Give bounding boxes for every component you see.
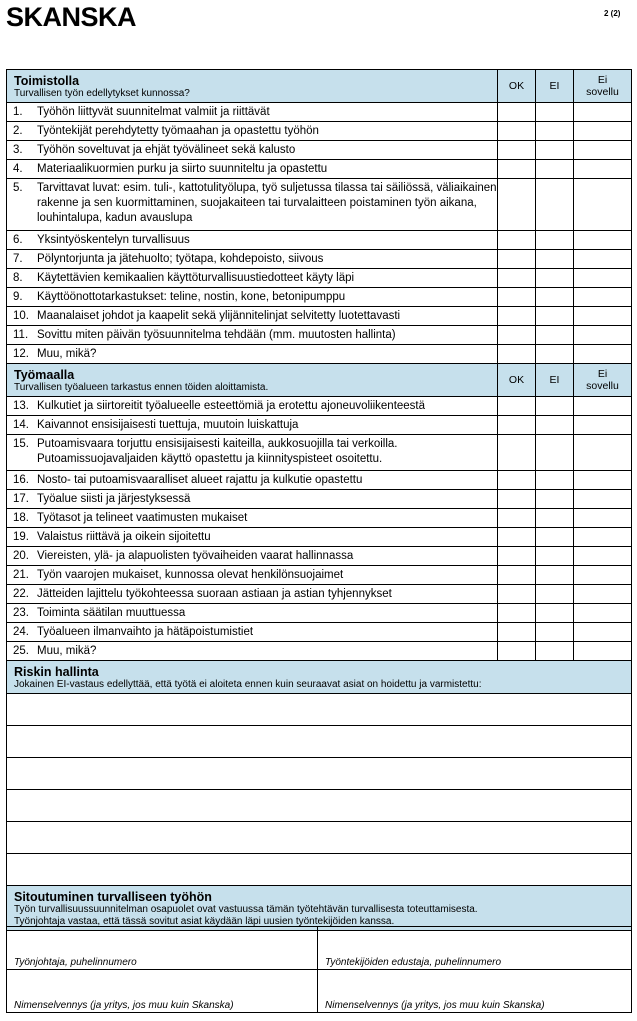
item-text: Sovittu miten päivän työsuunnitelma tehdään (mm. muutosten hallinta) xyxy=(37,329,396,341)
ok-checkbox[interactable] xyxy=(498,250,536,269)
ei-checkbox[interactable] xyxy=(536,528,574,547)
checklist-item xyxy=(7,604,498,623)
checklist-row xyxy=(7,122,632,141)
item-number: 15. xyxy=(13,438,29,450)
checklist-row xyxy=(7,585,632,604)
item-number: 8. xyxy=(13,272,23,284)
item-number: 18. xyxy=(13,512,29,524)
ei-checkbox[interactable] xyxy=(536,471,574,490)
item-text: Kaivannot ensisijaisesti tuettuja, muutoin luiskattuja xyxy=(37,419,299,431)
checklist-item xyxy=(7,307,498,326)
ok-checkbox[interactable] xyxy=(498,122,536,141)
ei-sovellu-checkbox[interactable] xyxy=(574,288,632,307)
ei-checkbox[interactable] xyxy=(536,604,574,623)
checklist-row xyxy=(7,623,632,642)
ei-sovellu-checkbox[interactable] xyxy=(574,307,632,326)
section-subtitle: Turvallisen työn edellytykset kunnossa? xyxy=(14,88,190,99)
ei-sovellu-checkbox[interactable] xyxy=(574,471,632,490)
risk-line[interactable] xyxy=(7,758,632,790)
checklist-item xyxy=(7,435,498,471)
item-text: Käytettävien kemikaalien käyttöturvallisuustiedotteet käyty läpi xyxy=(37,272,355,284)
ei-checkbox[interactable] xyxy=(536,231,574,250)
col-ei-sovellu xyxy=(574,70,632,103)
item-number: 5. xyxy=(13,182,23,194)
ok-checkbox[interactable] xyxy=(498,160,536,179)
checklist-item xyxy=(7,160,498,179)
checklist-row xyxy=(7,345,632,364)
item-number: 11. xyxy=(13,329,29,341)
ei-sovellu-checkbox[interactable] xyxy=(574,122,632,141)
checklist-row xyxy=(7,326,632,345)
ok-checkbox[interactable] xyxy=(498,307,536,326)
section-header-toimistolla xyxy=(7,70,632,103)
item-text: Tarvittavat luvat: esim. tuli-, kattotulityölupa, työ suljetussa tilassa tai säiliössä, väliaikainen rakenne ja sen kuormittaminen, suojakaiteen tai turvalaitteen poistaminen työn aikana, louhintalupa, kadun avauslupa xyxy=(37,182,497,224)
checklist-row xyxy=(7,307,632,326)
ei-checkbox[interactable] xyxy=(536,416,574,435)
checklist-item xyxy=(7,623,498,642)
item-number: 14. xyxy=(13,419,29,431)
col-label-sovellu: sovellu xyxy=(586,380,619,392)
item-number: 13. xyxy=(13,400,29,412)
checklist-item xyxy=(7,122,498,141)
checklist-row xyxy=(7,509,632,528)
checklist-row xyxy=(7,288,632,307)
col-label-ei: Ei xyxy=(597,74,608,86)
item-number: 20. xyxy=(13,550,29,562)
commitment-line-2: Työnjohtaja vastaa, että tässä sovitut asiat käydään läpi uusien työntekijöiden kanssa. xyxy=(14,916,395,927)
checklist-row xyxy=(7,547,632,566)
checklist-row xyxy=(7,528,632,547)
item-text: Muu, mikä? xyxy=(37,348,97,360)
checklist-row xyxy=(7,435,632,471)
ok-checkbox[interactable] xyxy=(498,528,536,547)
item-number: 25. xyxy=(13,645,29,657)
risk-line[interactable] xyxy=(7,854,632,886)
checklist-item xyxy=(7,547,498,566)
ei-checkbox[interactable] xyxy=(536,345,574,364)
item-text: Pölyntorjunta ja jätehuolto; työtapa, kohdepoisto, siivous xyxy=(37,253,324,265)
ei-sovellu-checkbox[interactable] xyxy=(574,490,632,509)
ei-checkbox[interactable] xyxy=(536,623,574,642)
ok-checkbox[interactable] xyxy=(498,623,536,642)
signature-label: Nimenselvennys (ja yritys, jos muu kuin Skanska) xyxy=(325,1000,545,1011)
ei-checkbox[interactable] xyxy=(536,642,574,661)
checklist-item xyxy=(7,397,498,416)
ok-checkbox[interactable] xyxy=(498,642,536,661)
checklist-item xyxy=(7,103,498,122)
ei-sovellu-checkbox[interactable] xyxy=(574,179,632,231)
section-title: Työmaalla xyxy=(14,368,75,382)
ei-checkbox[interactable] xyxy=(536,490,574,509)
ei-checkbox[interactable] xyxy=(536,435,574,471)
checklist-row xyxy=(7,103,632,122)
checklist-row xyxy=(7,566,632,585)
checklist-row xyxy=(7,250,632,269)
risk-line[interactable] xyxy=(7,726,632,758)
checklist-row xyxy=(7,416,632,435)
ei-checkbox[interactable] xyxy=(536,160,574,179)
col-ei: EI xyxy=(536,364,574,397)
item-text: Työtasot ja telineet vaatimusten mukaiset xyxy=(37,512,248,524)
ok-checkbox[interactable] xyxy=(498,269,536,288)
ok-checkbox[interactable] xyxy=(498,604,536,623)
item-text: Maanalaiset johdot ja kaapelit sekä ylijännitelinjat selvitetty luotettavasti xyxy=(37,310,401,322)
item-text: Työhön soveltuvat ja ehjät työvälineet sekä kalusto xyxy=(37,144,296,156)
item-number: 24. xyxy=(13,626,29,638)
risk-line[interactable] xyxy=(7,694,632,726)
ok-checkbox[interactable] xyxy=(498,103,536,122)
ei-sovellu-checkbox[interactable] xyxy=(574,623,632,642)
item-text: Kulkutiet ja siirtoreitit työalueelle esteettömiä ja erotettu ajoneuvoliikenteestä xyxy=(37,400,426,412)
ei-checkbox[interactable] xyxy=(536,250,574,269)
section-header-sitoutuminen xyxy=(7,886,632,931)
checklist-item xyxy=(7,642,498,661)
ei-checkbox[interactable] xyxy=(536,509,574,528)
item-text: Jätteiden lajittelu työkohteessa suoraan astiaan ja astian tyhjennykset xyxy=(37,588,392,600)
item-number: 1. xyxy=(13,106,23,118)
ei-sovellu-checkbox[interactable] xyxy=(574,528,632,547)
section-subtitle: Jokainen EI-vastaus edellyttää, että työtä ei aloiteta ennen kuin seuraavat asiat on hoidettu ja varmistettu: xyxy=(14,679,482,690)
ok-checkbox[interactable] xyxy=(498,231,536,250)
ei-sovellu-checkbox[interactable] xyxy=(574,326,632,345)
checklist-item xyxy=(7,528,498,547)
checklist-item xyxy=(7,231,498,250)
item-number: 3. xyxy=(13,144,23,156)
section-title: Riskin hallinta xyxy=(14,665,99,679)
checklist-item xyxy=(7,326,498,345)
ei-sovellu-checkbox[interactable] xyxy=(574,231,632,250)
ok-checkbox[interactable] xyxy=(498,509,536,528)
item-text: Työhön liittyvät suunnitelmat valmiit ja riittävät xyxy=(37,106,270,118)
ok-checkbox[interactable] xyxy=(498,179,536,231)
ei-sovellu-checkbox[interactable] xyxy=(574,585,632,604)
section-subtitle: Turvallisen työalueen tarkastus ennen töiden aloittamista. xyxy=(14,382,269,393)
ok-checkbox[interactable] xyxy=(498,416,536,435)
ei-sovellu-checkbox[interactable] xyxy=(574,604,632,623)
signature-label: Nimenselvennys (ja yritys, jos muu kuin Skanska) xyxy=(14,1000,234,1011)
ei-checkbox[interactable] xyxy=(536,547,574,566)
checklist-row xyxy=(7,604,632,623)
item-text: Käyttöönottotarkastukset: teline, nostin, kone, betonipumppu xyxy=(37,291,346,303)
signature-field-worker-rep[interactable] xyxy=(318,927,632,970)
item-number: 23. xyxy=(13,607,29,619)
section-header-riskin-hallinta xyxy=(7,661,632,694)
ei-checkbox[interactable] xyxy=(536,269,574,288)
commitment-line-1: Työn turvallisuussuunnitelman osapuolet ovat vastuussa tämän työtehtävän turvallisesta toteuttamisesta. xyxy=(14,904,478,915)
ei-checkbox[interactable] xyxy=(536,288,574,307)
ei-sovellu-checkbox[interactable] xyxy=(574,397,632,416)
ei-sovellu-checkbox[interactable] xyxy=(574,103,632,122)
checklist-row xyxy=(7,642,632,661)
checklist-row xyxy=(7,269,632,288)
checklist-item xyxy=(7,585,498,604)
item-number: 7. xyxy=(13,253,23,265)
risk-line[interactable] xyxy=(7,790,632,822)
col-label-ei: Ei xyxy=(597,368,608,380)
ei-checkbox[interactable] xyxy=(536,179,574,231)
ei-checkbox[interactable] xyxy=(536,103,574,122)
ok-checkbox[interactable] xyxy=(498,471,536,490)
ok-checkbox[interactable] xyxy=(498,345,536,364)
item-text: Materiaalikuormien purku ja siirto suunniteltu ja opastettu xyxy=(37,163,328,175)
ok-checkbox[interactable] xyxy=(498,397,536,416)
item-text: Työn vaarojen mukaiset, kunnossa olevat henkilönsuojaimet xyxy=(37,569,344,581)
item-number: 16. xyxy=(13,474,29,486)
item-text: Työalueen ilmanvaihto ja hätäpoistumistiet xyxy=(37,626,254,638)
ok-checkbox[interactable] xyxy=(498,326,536,345)
ok-checkbox[interactable] xyxy=(498,566,536,585)
col-ei: EI xyxy=(536,70,574,103)
item-text: Viereisten, ylä- ja alapuolisten työvaiheiden vaarat hallinnassa xyxy=(37,550,354,562)
ei-sovellu-checkbox[interactable] xyxy=(574,566,632,585)
item-number: 9. xyxy=(13,291,23,303)
ei-sovellu-checkbox[interactable] xyxy=(574,642,632,661)
skanska-logo: SKANSKA xyxy=(6,2,137,32)
ei-sovellu-checkbox[interactable] xyxy=(574,250,632,269)
checklist-item xyxy=(7,269,498,288)
checklist-item xyxy=(7,471,498,490)
checklist-item xyxy=(7,345,498,364)
checklist-row xyxy=(7,179,632,231)
ei-checkbox[interactable] xyxy=(536,585,574,604)
item-text: Työntekijät perehdytetty työmaahan ja opastettu työhön xyxy=(37,125,319,137)
col-ei-sovellu xyxy=(574,364,632,397)
ei-sovellu-checkbox[interactable] xyxy=(574,345,632,364)
col-ok: OK xyxy=(498,70,536,103)
ei-sovellu-checkbox[interactable] xyxy=(574,547,632,566)
item-number: 10. xyxy=(13,310,29,322)
signature-field-supervisor[interactable] xyxy=(7,927,318,970)
ok-checkbox[interactable] xyxy=(498,435,536,471)
checklist-row xyxy=(7,471,632,490)
ei-sovellu-checkbox[interactable] xyxy=(574,160,632,179)
item-text: Työalue siisti ja järjestyksessä xyxy=(37,493,191,505)
item-number: 6. xyxy=(13,234,23,246)
name-clarification-field[interactable] xyxy=(7,970,318,1013)
name-clarification-field[interactable] xyxy=(318,970,632,1013)
ok-checkbox[interactable] xyxy=(498,141,536,160)
checklist-item xyxy=(7,490,498,509)
ok-checkbox[interactable] xyxy=(498,585,536,604)
ei-sovellu-checkbox[interactable] xyxy=(574,509,632,528)
ei-checkbox[interactable] xyxy=(536,566,574,585)
ei-checkbox[interactable] xyxy=(536,326,574,345)
checklist-row xyxy=(7,160,632,179)
item-number: 21. xyxy=(13,569,29,581)
risk-line[interactable] xyxy=(7,822,632,854)
item-text: Nosto- tai putoamisvaaralliset alueet rajattu ja kulkutie opastettu xyxy=(37,474,363,486)
ei-checkbox[interactable] xyxy=(536,141,574,160)
item-number: 4. xyxy=(13,163,23,175)
item-number: 12. xyxy=(13,348,29,360)
item-number: 22. xyxy=(13,588,29,600)
ei-checkbox[interactable] xyxy=(536,307,574,326)
ok-checkbox[interactable] xyxy=(498,547,536,566)
item-number: 2. xyxy=(13,125,23,137)
signature-table xyxy=(6,926,632,1013)
item-text: Yksintyöskentelyn turvallisuus xyxy=(37,234,190,246)
ei-checkbox[interactable] xyxy=(536,397,574,416)
checklist-item xyxy=(7,416,498,435)
checklist-row xyxy=(7,490,632,509)
signature-label: Työntekijöiden edustaja, puhelinnumero xyxy=(325,957,502,968)
col-ok: OK xyxy=(498,364,536,397)
checklist-item xyxy=(7,288,498,307)
checklist-item xyxy=(7,179,498,231)
checklist-row xyxy=(7,141,632,160)
checklist-table xyxy=(6,69,632,931)
item-text: Toiminta säätilan muuttuessa xyxy=(37,607,186,619)
item-text: Valaistus riittävä ja oikein sijoitettu xyxy=(37,531,211,543)
ei-sovellu-checkbox[interactable] xyxy=(574,416,632,435)
item-text: Putoamisvaara torjuttu ensisijaisesti kaiteilla, aukkosuojilla tai verkoilla. Putoamissuojavaljaiden käyttö opastettu ja kiinnityspisteet osoitettu. xyxy=(37,438,398,465)
page-number: 2 (2) xyxy=(604,9,621,18)
item-number: 17. xyxy=(13,493,29,505)
ok-checkbox[interactable] xyxy=(498,490,536,509)
ok-checkbox[interactable] xyxy=(498,288,536,307)
col-label-sovellu: sovellu xyxy=(586,86,619,98)
ei-checkbox[interactable] xyxy=(536,122,574,141)
section-header-tyomaalla xyxy=(7,364,632,397)
checklist-row xyxy=(7,397,632,416)
checklist-item xyxy=(7,566,498,585)
checklist-item xyxy=(7,250,498,269)
item-number: 19. xyxy=(13,531,29,543)
checklist-row xyxy=(7,231,632,250)
signature-label: Työnjohtaja, puhelinnumero xyxy=(14,957,137,968)
item-text: Muu, mikä? xyxy=(37,645,97,657)
section-title: Sitoutuminen turvalliseen työhön xyxy=(14,890,212,904)
ei-sovellu-checkbox[interactable] xyxy=(574,141,632,160)
ei-sovellu-checkbox[interactable] xyxy=(574,269,632,288)
checklist-item xyxy=(7,509,498,528)
checklist-item xyxy=(7,141,498,160)
ei-sovellu-checkbox[interactable] xyxy=(574,435,632,471)
section-title: Toimistolla xyxy=(14,74,80,88)
